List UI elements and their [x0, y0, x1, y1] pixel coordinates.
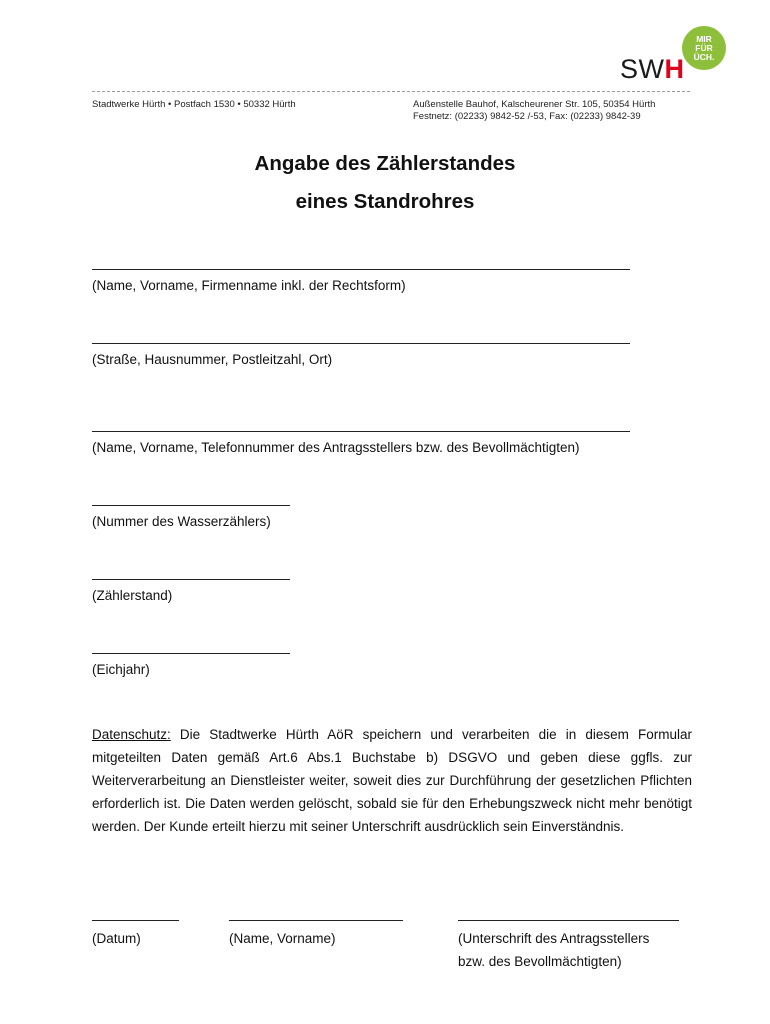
logo-wordmark — [620, 54, 685, 85]
header-rule — [92, 91, 690, 92]
logo-bubble-line: FÜR — [695, 42, 713, 53]
field-line-name[interactable] — [92, 269, 630, 270]
field-line-address[interactable] — [92, 343, 630, 344]
privacy-paragraph — [92, 723, 692, 838]
privacy-text: Die Stadtwerke Hürth AöR speichern und verarbeiten die in diesem Formular mitgeteilten Daten gemäß Art.6 Abs.1 Buchstabe b) DSGVO und geben diese ggfls. zur Weiterverarbeitung an Dienstleister weiter, soweit dies zur Durchführung der gesetzlichen Pflichten erforderlich ist. Die Daten werden gelöscht, sobald sie für den Erhebungszweck nicht mehr benötigt werden. Der Kunde erteilt hierzu mit seiner Unterschrift ausdrücklich sein Einverständnis. — [92, 727, 692, 834]
address-line-2: Festnetz: (02233) 9842-52 /-53, Fax: (02233) 9842-39 — [413, 111, 641, 122]
signature-line[interactable] — [458, 920, 679, 921]
logo-h: H — [664, 54, 685, 84]
name-caption: (Name, Vorname) — [229, 931, 336, 946]
field-caption: (Name, Vorname, Firmenname inkl. der Rechtsform) — [92, 278, 406, 293]
field-line-applicant[interactable] — [92, 431, 630, 432]
company-logo — [620, 22, 730, 82]
field-caption: (Name, Vorname, Telefonnummer des Antragsstellers bzw. des Bevollmächtigten) — [92, 440, 580, 455]
date-caption: (Datum) — [92, 931, 141, 946]
logo-bubble-line: ÜCH. — [693, 51, 715, 62]
address-line-1: Außenstelle Bauhof, Kalscheurener Str. 105, 50354 Hürth — [413, 99, 656, 110]
field-line-meter-reading[interactable] — [92, 579, 290, 580]
logo-sw: SW — [620, 54, 665, 84]
logo-bubble-line: MIR — [696, 33, 712, 44]
field-caption: (Eichjahr) — [92, 662, 150, 677]
field-caption: (Straße, Hausnummer, Postleitzahl, Ort) — [92, 352, 333, 367]
logo-bubble — [682, 26, 726, 70]
privacy-label: Datenschutz: — [92, 727, 171, 742]
field-line-meter-number[interactable] — [92, 505, 290, 506]
name-line[interactable] — [229, 920, 403, 921]
field-caption: (Nummer des Wasserzählers) — [92, 514, 271, 529]
signature-caption-2: bzw. des Bevollmächtigten) — [458, 954, 622, 969]
field-line-calibration-year[interactable] — [92, 653, 290, 654]
signature-caption-1: (Unterschrift des Antragsstellers — [458, 931, 650, 946]
date-line[interactable] — [92, 920, 179, 921]
field-caption: (Zählerstand) — [92, 588, 173, 603]
page-subtitle: eines Standrohres — [295, 190, 475, 213]
sender-line: Stadtwerke Hürth • Postfach 1530 • 50332 Hürth — [92, 99, 296, 110]
page-title: Angabe des Zählerstandes — [254, 152, 516, 175]
